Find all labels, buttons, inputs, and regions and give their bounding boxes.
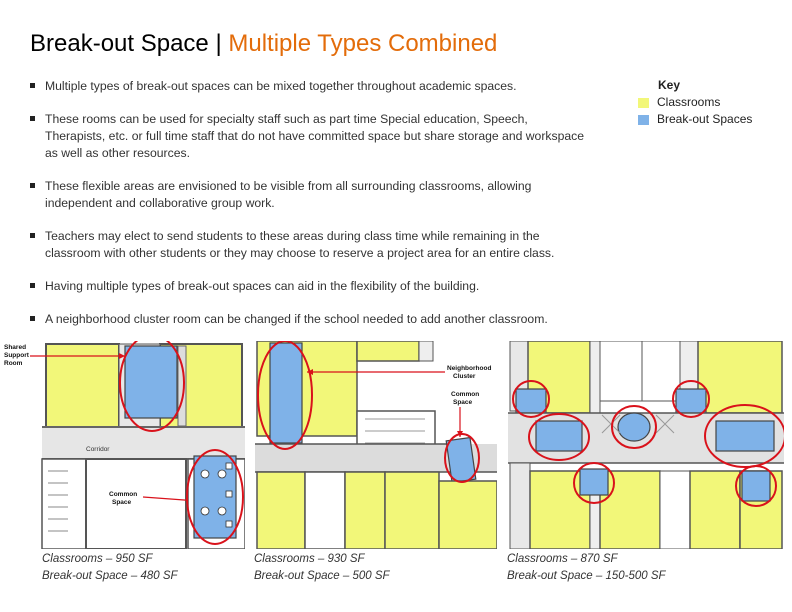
classroom-area-text: Classrooms – 870 SF xyxy=(507,553,618,565)
title-separator: | xyxy=(215,30,222,57)
shared-support-label: Support xyxy=(4,352,29,359)
floor-plan-1 xyxy=(2,341,245,549)
floor-plan-3 xyxy=(508,341,784,549)
breakout-area-text: Break-out Space – 150-500 SF xyxy=(507,570,666,582)
corridor-label: Corridor xyxy=(86,446,110,453)
bullet-square-icon xyxy=(30,316,35,321)
common-space-label: Common xyxy=(109,491,138,498)
title-main: Break-out Space xyxy=(30,30,209,57)
bullet-text: Having multiple types of break-out spaces can aid in the flexibility of the building. xyxy=(45,279,480,293)
classroom-swatch xyxy=(638,98,649,108)
shared-support-label: Shared xyxy=(4,344,27,351)
breakout-space xyxy=(516,389,546,413)
bullet-text: These rooms can be used for specialty staff such as part time Special education, Speech, Therapists, etc. or full time staff that do not have committed space but share storage and workspace as well as other resources. xyxy=(45,112,585,160)
legend-label: Classrooms xyxy=(657,95,721,109)
bullet-item xyxy=(30,111,590,162)
breakout-space xyxy=(716,421,774,451)
neighborhood-label: Neighborhood xyxy=(447,365,492,372)
plan-1-caption xyxy=(42,551,178,585)
bullet-text: A neighborhood cluster room can be changed if the school needed to add another classroom. xyxy=(45,312,548,326)
legend-label: Break-out Spaces xyxy=(657,112,753,126)
bullet-text: Multiple types of break-out spaces can be mixed together throughout academic spaces. xyxy=(45,79,517,93)
breakout-space xyxy=(536,421,582,451)
bullet-item xyxy=(30,278,590,295)
bullet-square-icon xyxy=(30,283,35,288)
bullet-list xyxy=(30,78,590,344)
breakout-space xyxy=(580,469,608,495)
bullet-text: These flexible areas are envisioned to be visible from all surrounding classrooms, allowing independent and collaborative group work. xyxy=(45,179,532,210)
legend xyxy=(638,77,752,128)
breakout-space xyxy=(618,413,650,441)
bullet-item xyxy=(30,228,590,262)
bullet-text: Teachers may elect to send students to these areas during class time while remaining in the classroom with other students or they may choose to reserve a project area for an entire class. xyxy=(45,229,555,260)
plan-2-caption xyxy=(254,551,390,585)
page-title xyxy=(30,30,497,58)
classroom-area-text: Classrooms – 930 SF xyxy=(254,553,365,565)
bullet-square-icon xyxy=(30,83,35,88)
bullet-item xyxy=(30,178,590,212)
title-subtitle: Multiple Types Combined xyxy=(228,30,498,57)
breakout-space xyxy=(125,346,177,418)
breakout-swatch xyxy=(638,115,649,125)
common-space-label: Space xyxy=(453,399,473,406)
breakout-area-text: Break-out Space – 500 SF xyxy=(254,570,390,582)
bullet-square-icon xyxy=(30,183,35,188)
breakout-area-text: Break-out Space – 480 SF xyxy=(42,570,178,582)
common-space-label: Common xyxy=(451,391,480,398)
bullet-item xyxy=(30,311,590,328)
breakout-space xyxy=(676,389,706,413)
bullet-square-icon xyxy=(30,116,35,121)
breakout-space xyxy=(270,343,302,443)
bullet-item xyxy=(30,78,590,95)
common-space-label: Space xyxy=(112,499,132,506)
shared-support-label: Room xyxy=(4,360,23,367)
bullet-square-icon xyxy=(30,233,35,238)
floor-plan-2 xyxy=(255,341,497,549)
breakout-space xyxy=(742,471,770,501)
legend-item-breakout xyxy=(638,111,752,128)
legend-title: Key xyxy=(658,78,681,92)
classroom-area-text: Classrooms – 950 SF xyxy=(42,553,153,565)
plan-3-caption xyxy=(507,551,666,585)
neighborhood-label: Cluster xyxy=(453,373,476,380)
legend-item-classrooms xyxy=(638,94,752,111)
